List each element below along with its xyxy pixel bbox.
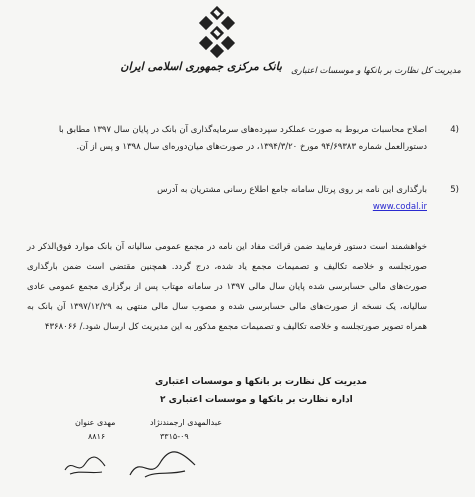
item-text: بارگذاری این نامه بر روی پرتال سامانه جامع اطلاع رسانی مشتریان به آدرس — [157, 185, 427, 195]
item-number: (4 — [450, 125, 459, 135]
department-header: مدیریت کل نظارت بر بانکها و موسسات اعتباری — [290, 66, 461, 76]
item-text: اصلاح محاسبات مربوط به صورت عملکرد سپرده‌های سرمایه‌گذاری آن بانک در پایان سال ۱۳۹۷ مطابق با دستورالعمل شماره ۹۴/۶۹۳۸۳ مورخ ۱۳۹۴/۳/۲۰، در صورت‌های میان‌دوره‌ای سال ۱۳۹۸ و پس از آن. — [58, 125, 427, 152]
list-item — [37, 122, 459, 156]
signature-scribble-icon — [125, 445, 200, 485]
body-paragraph: خواهشمند است دستور فرمایید ضمن قرائت مفاد این نامه در مجمع عمومی سالیانه آن بانک موارد فوق‌الذکر در صورتجلسه و خلاصه تکالیف و تصمیمات مجمع یاد شده، درج گردد. همچنین مقتضی است ضمن بارگذاری صورت‌های مالی حسابرسی شده پایان سال مالی ۱۳۹۷ در سامانه مهتاب پس از برگزاری مجمع عمومی عادی سالیانه، یک نسخه از صورت‌های مالی حسابرسی شده و مصوب سال مالی منتهی به ۱۳۹۷/۱۲/۲۹ آن بانک به همراه تصویر صورتجلسه و خلاصه تکالیف و تصمیمات مجمع مذکور به این مدیریت کل ارسال شود./ ۴۳۶۸۰۶۶ — [27, 242, 428, 332]
signer1-code: ۳۳۱۵-۰۹ — [160, 432, 189, 441]
signature-scribble-icon — [60, 450, 110, 480]
codal-link[interactable]: www.codal.ir — [372, 202, 427, 212]
bank-name: بانک مرکزی جمهوری اسلامی ایران — [120, 60, 282, 73]
bank-logo-icon — [192, 6, 242, 58]
signer1-name: عبدالمهدی ارجمندنژاد — [150, 418, 223, 427]
signer2-code: ۸۸۱۶ — [88, 432, 106, 441]
list-item — [37, 182, 459, 216]
signer2-name: مهدی عنوان — [75, 418, 116, 427]
signature-title-line1: مدیریت کل نظارت بر بانکها و موسسات اعتباری — [155, 377, 367, 387]
signature-title-line2: اداره نظارت بر بانکها و موسسات اعتباری ۲ — [160, 395, 353, 405]
item-number: (5 — [450, 185, 459, 195]
